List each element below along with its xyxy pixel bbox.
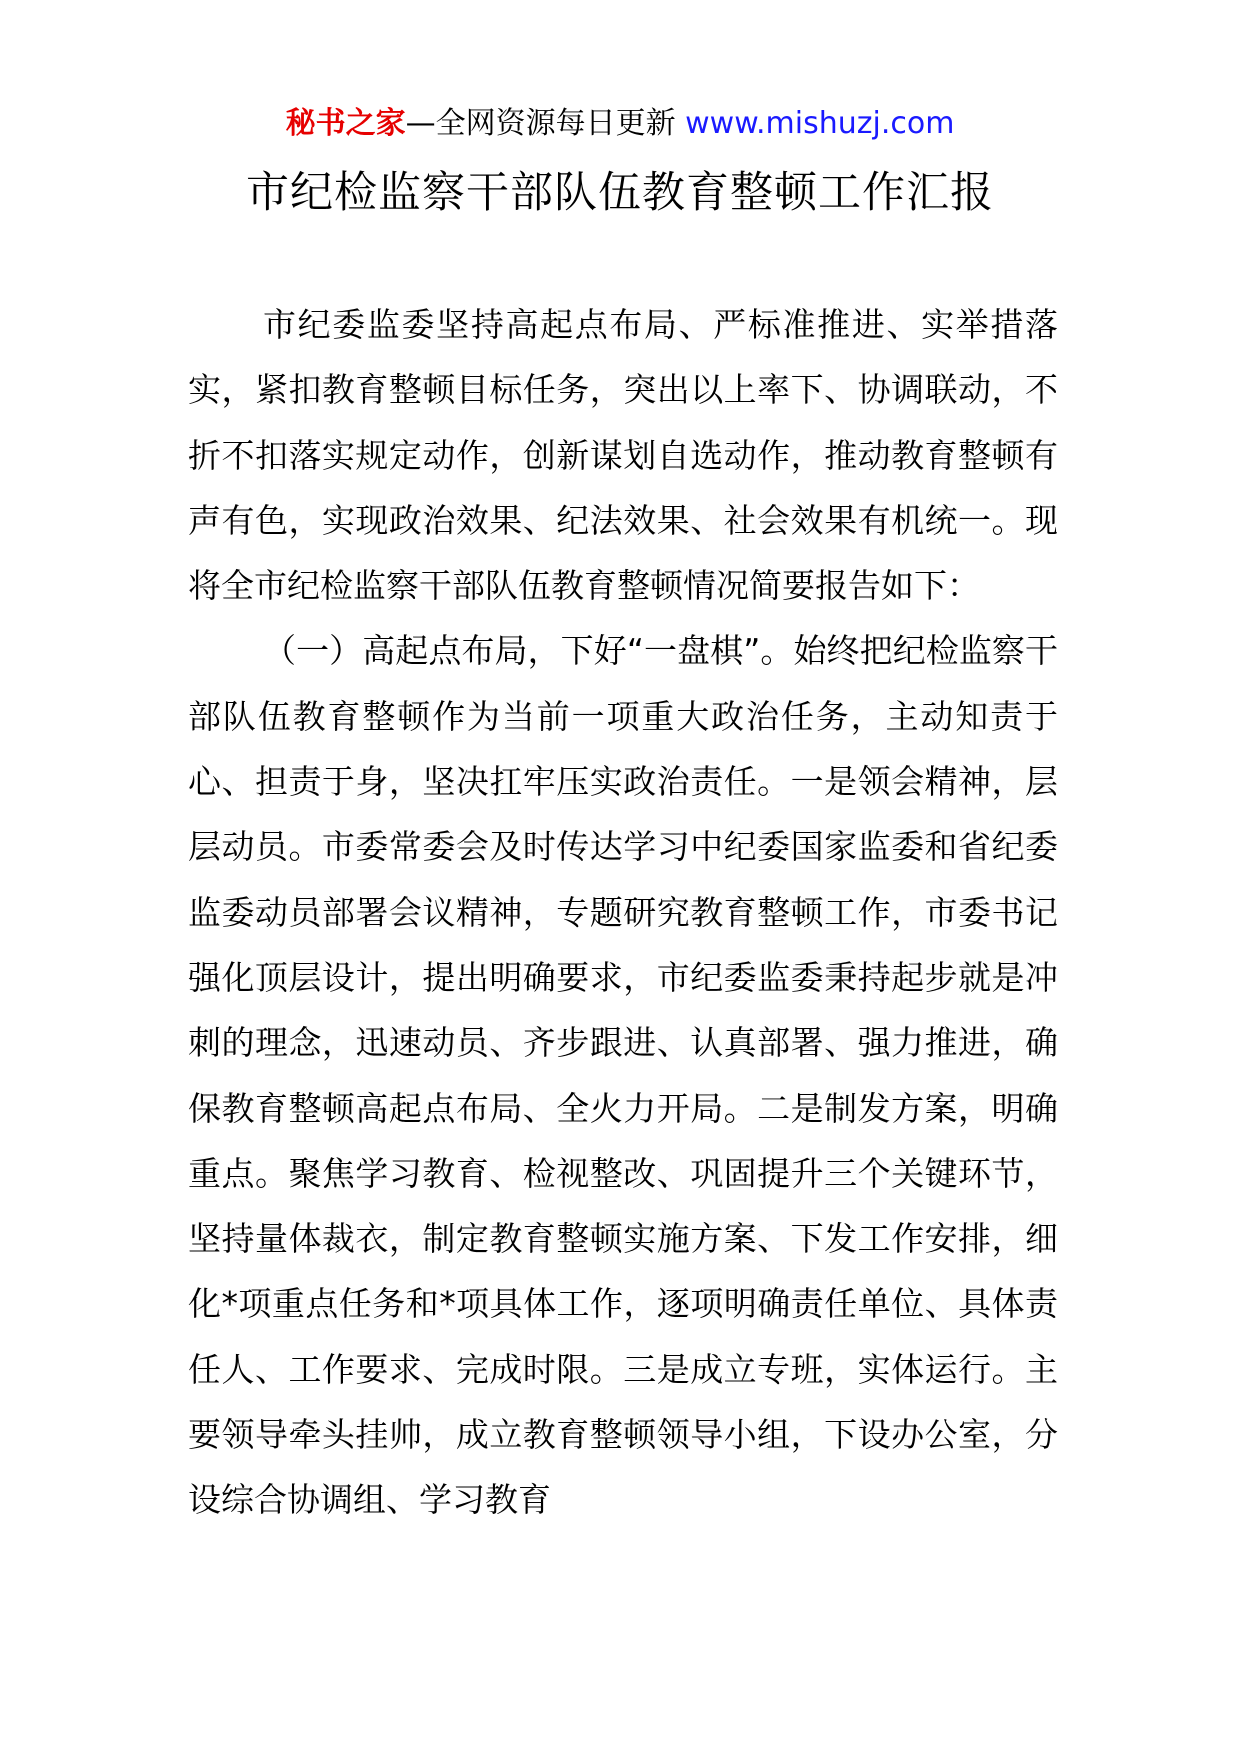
body-paragraph: 市纪委监委坚持高起点布局、严标准推进、实举措落实，紧扣教育整顿目标任务，突出以上率下、协调联动，不折不扣落实规定动作，创新谋划自选动作，推动教育整顿有声有色，实现政治效果、纪法效果、社会效果有机统一。现将全市纪检监察干部队伍教育整顿情况简要报告如下： xyxy=(188,305,1058,606)
brand-name: 秘书之家 xyxy=(285,106,406,141)
site-header xyxy=(0,104,1240,144)
site-url-link[interactable]: www.mishuzj.com xyxy=(685,106,955,141)
document-title: 市纪检监察干部队伍教育整顿工作汇报 xyxy=(246,168,994,218)
body-paragraph: （一）高起点布局，下好“一盘棋”。始终把纪检监察干部队伍教育整顿作为当前一项重大政治任务，主动知责于心、担责于身，坚决扛牢压实政治责任。一是领会精神，层层动员。市委常委会及时传达学习中纪委国家监委和省纪委监委动员部署会议精神，专题研究教育整顿工作，市委书记强化顶层设计，提出明确要求，市纪委监委秉持起步就是冲刺的理念，迅速动员、齐步跟进、认真部署、强力推进，确保教育整顿高起点布局、全火力开局。二是制发方案，明确重点。聚焦学习教育、检视整改、巩固提升三个关键环节，坚持量体裁衣，制定教育整顿实施方案、下发工作安排，细化*项重点任务和*项具体工作，逐项明确责任单位、具体责任人、工作要求、完成时限。三是成立专班，实体运行。主要领导牵头挂帅，成立教育整顿领导小组，下设办公室，分设综合协调组、学习教育 xyxy=(188,631,1058,1520)
document-body xyxy=(188,292,1058,1533)
header-slogan: —全网资源每日更新 xyxy=(405,106,686,141)
